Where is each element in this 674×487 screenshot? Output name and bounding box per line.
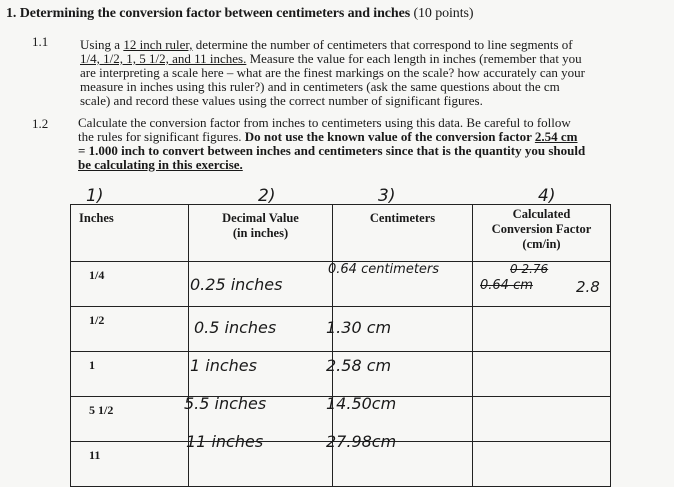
- row-inches: 1: [71, 352, 189, 397]
- header-decimal: Decimal Value (in inches): [189, 205, 333, 262]
- section-1-2-text: Calculate the conversion factor from inches to centimeters using this data. Be careful to follow the rules for significant figures. Do not use the known value of the conversion factor 2.54 cm = 1.000 inch to convert between inches and centimeters since that is the quantity you should be calculating in this exercise.: [78, 115, 586, 172]
- section-1-2-number: 1.2: [32, 116, 49, 131]
- header-centimeters: Centimeters: [333, 205, 473, 262]
- hw-cm-2: 1.30 cm: [326, 318, 392, 337]
- hw-decimal-5: 11 inches: [186, 432, 264, 451]
- hw-decimal-4: 5.5 inches: [184, 394, 267, 413]
- row-factor: [473, 307, 611, 352]
- row-inches: 1/4: [71, 262, 189, 307]
- hw-decimal-1: 0.25 inches: [190, 275, 283, 294]
- header-inches: Inches: [71, 205, 189, 262]
- column-number-4: 4): [538, 186, 556, 206]
- hw-factor-struck-2: 0.64 cm: [480, 278, 533, 293]
- hw-decimal-3: 1 inches: [190, 356, 257, 375]
- row-inches: 11: [71, 442, 189, 487]
- column-number-3: 3): [378, 186, 396, 206]
- hw-cm-1: 0.64 centimeters: [328, 262, 440, 277]
- column-number-2: 2): [258, 186, 276, 206]
- section-1-1-text: Using a 12 inch ruler, determine the number of centimeters that correspond to line segments of 1/4, 1/2, 1, 5 1/2, and 11 inches. Measure the value for each length in inches (remember that you are interpreting a scale here – what are the finest markings on the scale? how accurately can your measure in inches using this ruler?) and in centimeters (ask the same questions about the cm scale) and record these values using the correct number of significant figures.: [80, 37, 585, 108]
- column-number-1: 1): [86, 186, 104, 206]
- question-number: 1.: [6, 6, 17, 21]
- hw-factor-struck: 0 2.76: [510, 262, 549, 276]
- row-inches: 5 1/2: [71, 397, 189, 442]
- hw-factor-1: 2.8: [576, 278, 600, 296]
- row-inches: 1/2: [71, 307, 189, 352]
- question-title-text: Determining the conversion factor between centimeters and inches: [19, 6, 411, 21]
- table-header-row: [71, 205, 611, 262]
- hw-cm-5: 27.98cm: [326, 432, 397, 451]
- hw-cm-4: 14.50cm: [326, 394, 397, 413]
- hw-decimal-2: 0.5 inches: [194, 318, 277, 337]
- question-points: (10 points): [413, 6, 474, 21]
- header-conversion-factor: Calculated Conversion Factor (cm/in): [473, 205, 611, 262]
- hw-cm-3: 2.58 cm: [326, 356, 392, 375]
- row-factor: [473, 397, 611, 442]
- section-1-1-number: 1.1: [32, 34, 49, 49]
- question-title: [6, 6, 473, 22]
- row-factor: [473, 352, 611, 397]
- row-factor: [473, 442, 611, 487]
